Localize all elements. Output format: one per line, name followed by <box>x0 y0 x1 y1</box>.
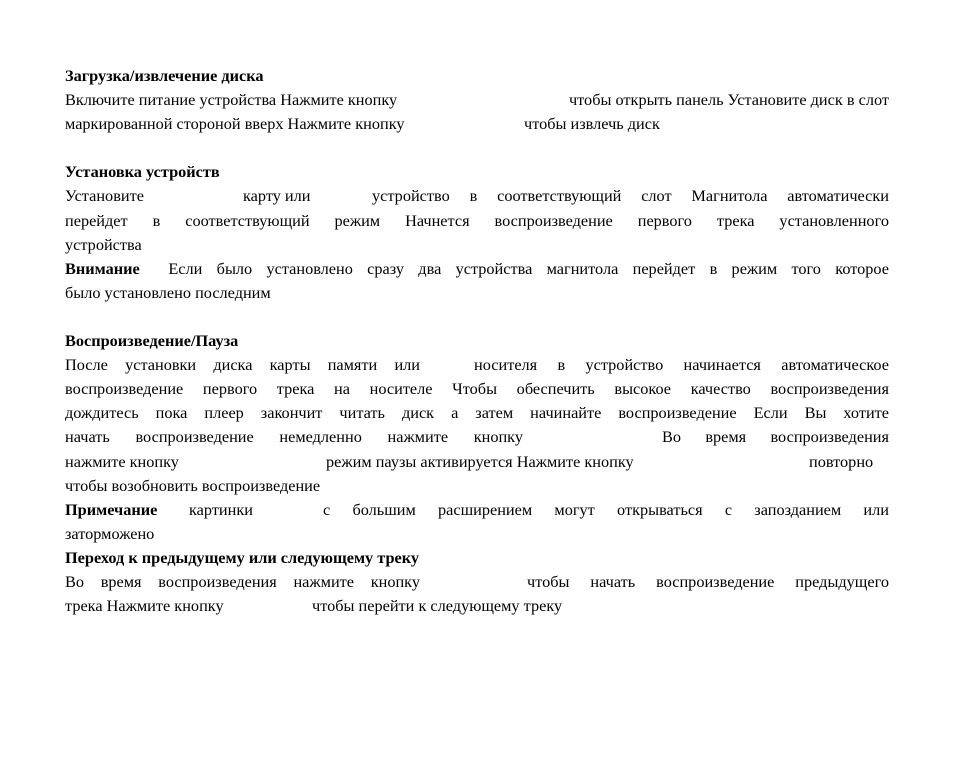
disk-line-2 <box>65 112 889 136</box>
heading-track: Переход к предыдущему или следующему треку <box>65 547 420 567</box>
heading-play: Воспроизведение/Пауза <box>65 331 239 351</box>
play-text: После установки диска карты памяти или <box>65 355 420 375</box>
track-text: трека Нажмите кнопку <box>65 596 224 616</box>
play-text: режим паузы активируется Нажмите кнопку <box>326 451 634 471</box>
heading-disk: Загрузка/извлечение диска <box>65 66 264 85</box>
disk-line-1 <box>65 88 889 112</box>
disk-text: чтобы извлечь диск <box>524 114 660 134</box>
devices-text: Установите <box>65 186 144 206</box>
track-text: чтобы начать воспроизведение предыдущего <box>527 571 889 591</box>
disk-text: Включите питание устройства Нажмите кнопку <box>65 90 398 110</box>
play-line-6: чтобы возобновить воспроизведение <box>65 475 321 495</box>
play-line-1 <box>65 353 889 377</box>
warning-line-1 <box>65 257 889 281</box>
note-line-1 <box>65 498 889 522</box>
disk-text: маркированной стороной вверх Нажмите кнопку <box>65 114 405 134</box>
track-text: чтобы перейти к следующему треку <box>312 596 563 616</box>
play-line-4 <box>65 425 889 449</box>
play-line-2: воспроизведение первого трека на носителе Чтобы обеспечить высокое качество воспроизведения <box>65 379 889 399</box>
disk-text: чтобы открыть панель Установите диск в слот <box>568 90 889 110</box>
devices-line-3: устройства <box>65 234 142 254</box>
note-label: Примечание <box>65 499 158 519</box>
warning-text: Если было установлено сразу два устройства магнитола перейдет в режим того которое <box>168 258 890 278</box>
devices-text: устройство в соответствующий слот Магнитола автоматически <box>372 186 889 206</box>
note-text: с большим расширением могут открываться с запозданием или <box>323 499 889 519</box>
warning-line-2: было установлено последним <box>65 282 271 302</box>
play-line-3: дождитесь пока плеер закончит читать диск а затем начинайте воспроизведение Если Вы хотите <box>65 403 889 423</box>
warning-label: Внимание <box>65 258 140 278</box>
devices-text: карту или <box>243 186 311 206</box>
document-page <box>65 64 889 618</box>
devices-line-2: перейдет в соответствующий режим Начнется воспроизведение первого трека установленного <box>65 210 889 230</box>
play-text: начать воспроизведение немедленно нажмите кнопку <box>65 427 523 447</box>
track-text: Во время воспроизведения нажмите кнопку <box>65 571 420 591</box>
track-line-2 <box>65 594 889 618</box>
play-text: повторно <box>809 451 874 471</box>
note-line-2: заторможено <box>65 523 155 543</box>
play-text: Во время воспроизведения <box>662 427 889 447</box>
play-text: нажмите кнопку <box>65 451 179 471</box>
play-text: носителя в устройство начинается автоматическое <box>474 355 889 375</box>
track-line-1 <box>65 570 889 594</box>
note-text: картинки <box>189 499 253 519</box>
play-line-5 <box>65 450 889 474</box>
devices-line-1 <box>65 184 889 208</box>
heading-devices: Установка устройств <box>65 162 220 182</box>
